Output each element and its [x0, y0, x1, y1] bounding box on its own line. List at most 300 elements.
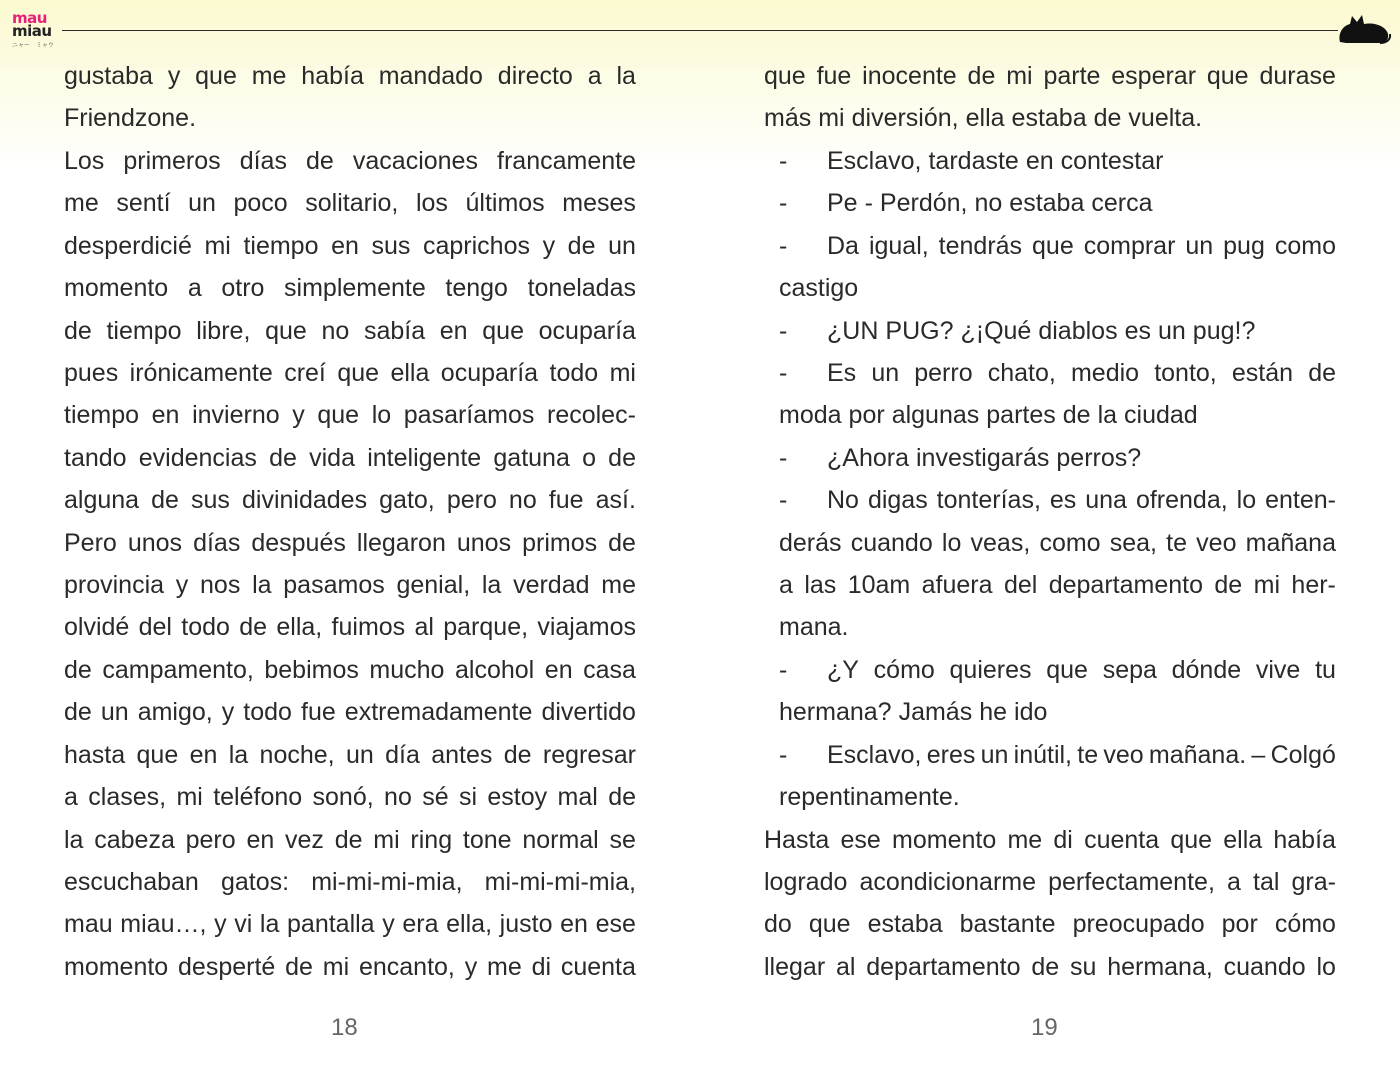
word: fue: [301, 698, 336, 727]
word: chato,: [987, 358, 1056, 387]
dialogue-line: [764, 352, 1336, 394]
word: era: [402, 910, 439, 939]
word: campamento,: [102, 655, 254, 684]
word: veo: [1196, 528, 1237, 557]
word: parque,: [443, 613, 529, 642]
word: directo: [497, 62, 573, 90]
text-line: [764, 55, 1336, 97]
word: afuera: [921, 571, 993, 600]
word: en: [246, 825, 275, 854]
text-line: [64, 606, 636, 648]
word: es: [1049, 486, 1077, 515]
word: tengo: [445, 274, 508, 303]
dialogue-dash: -: [779, 316, 788, 345]
text-line: [64, 479, 636, 521]
word: me: [601, 571, 636, 600]
word: No: [827, 486, 859, 515]
dialogue-text: [827, 182, 1336, 224]
word: recolec-: [547, 401, 636, 430]
word: de: [306, 146, 334, 175]
dialogue-text: [827, 437, 1336, 479]
word: medio: [1070, 358, 1140, 387]
word: acondicionarme: [859, 868, 1037, 897]
word: en: [331, 231, 359, 260]
dialogue-dash: -: [779, 358, 788, 387]
word: de: [64, 316, 92, 345]
dialogue-continuation-line: [764, 267, 1336, 309]
word: un: [1157, 316, 1186, 345]
word: que: [317, 401, 360, 430]
word: de: [967, 62, 996, 90]
word: bastante: [959, 910, 1056, 939]
word: investigarás: [915, 443, 1050, 472]
word: un: [871, 358, 900, 387]
word: ¿Y: [827, 655, 859, 684]
word: días: [239, 146, 287, 175]
word: a: [187, 274, 202, 303]
word: gato,: [379, 486, 435, 515]
word: llegaron: [356, 528, 446, 557]
word: encanto,: [358, 952, 455, 981]
text-line: [764, 861, 1336, 903]
word: cómo: [1274, 910, 1336, 939]
word: en: [439, 316, 468, 345]
word: la: [481, 571, 502, 600]
word: de: [269, 443, 297, 472]
word: ella: [965, 104, 1005, 133]
word: a: [779, 571, 793, 600]
word: di: [1053, 825, 1073, 854]
word: por: [1221, 910, 1258, 939]
word: Esclavo,: [827, 740, 922, 769]
word: estaba: [1009, 189, 1085, 218]
word: veo: [1103, 740, 1144, 769]
word: lo: [1316, 952, 1336, 981]
word: últimos: [465, 189, 545, 218]
sleeping-cat-icon: [1336, 12, 1392, 46]
word: extremadamente: [344, 698, 533, 727]
word: regresar: [542, 740, 636, 769]
word: perfectamente,: [1048, 868, 1215, 897]
word: mi: [322, 952, 350, 981]
word: y: [292, 401, 305, 430]
word: Esclavo,: [827, 146, 922, 175]
word: te: [1166, 528, 1188, 557]
word: un: [608, 231, 636, 260]
dialogue-dash: -: [779, 189, 788, 218]
word: amigo,: [137, 698, 213, 727]
word: en: [544, 655, 573, 684]
text-line: [764, 819, 1336, 861]
dialogue-text: [827, 310, 1336, 352]
text-line: [64, 691, 636, 733]
word: quieres: [949, 655, 1032, 684]
word: a: [64, 783, 78, 812]
word: que: [808, 910, 851, 939]
word: tu: [1315, 655, 1336, 684]
word: ese: [595, 910, 636, 939]
word: desperté: [178, 952, 276, 981]
word: del: [138, 613, 172, 642]
word: como: [1274, 231, 1336, 260]
text-line: [64, 861, 636, 903]
word: fue: [816, 62, 852, 90]
dialogue-line: [764, 310, 1336, 352]
word: departamento: [1048, 571, 1203, 600]
word: de: [1093, 104, 1122, 133]
dialogue-line: [764, 225, 1336, 267]
word: caprichos: [422, 231, 530, 260]
word: cómo: [873, 655, 935, 684]
word: cerca: [1091, 189, 1153, 218]
word: hermana,: [1107, 952, 1213, 981]
word: su: [1069, 952, 1097, 981]
text-line: [64, 267, 636, 309]
word: derás: [779, 528, 842, 557]
dialogue-dash: -: [779, 740, 788, 769]
word: esperar: [1111, 62, 1197, 90]
word: unos: [127, 528, 183, 557]
word: que: [136, 740, 179, 769]
word: cuenta: [1084, 825, 1160, 854]
word: que: [1032, 231, 1074, 260]
word: gra-: [1291, 868, 1336, 897]
word: castigo: [779, 274, 859, 303]
word: algunas: [891, 401, 980, 430]
page-number-right: 19: [1031, 1014, 1058, 1041]
word: ella: [1223, 825, 1263, 854]
word: diablos: [1038, 316, 1118, 345]
word: fue: [548, 486, 584, 515]
word: 10am: [847, 571, 911, 600]
word: gustaba: [64, 62, 153, 90]
word: perros?: [1056, 443, 1142, 472]
word: pero: [185, 825, 236, 854]
text-line: [64, 394, 636, 436]
word: preocupado: [1072, 910, 1205, 939]
word: contestar: [1060, 146, 1164, 175]
word: un: [188, 189, 216, 218]
word: clases,: [88, 783, 167, 812]
word: todo: [181, 613, 230, 642]
left-page-text: [64, 55, 636, 988]
word: ella,: [446, 910, 493, 939]
word: que: [764, 62, 806, 90]
word: en: [1025, 146, 1054, 175]
word: logrado: [764, 868, 848, 897]
word: simplemente: [284, 274, 426, 303]
word: invierno: [192, 401, 280, 430]
word: y: [167, 62, 181, 90]
word: vida: [309, 443, 355, 472]
dialogue-text: [827, 225, 1336, 267]
word: mi: [176, 783, 203, 812]
word: como: [1039, 528, 1101, 557]
word: provincia: [64, 571, 165, 600]
word: creí: [284, 358, 326, 387]
dialogue-dash: -: [779, 486, 788, 515]
word: de: [151, 486, 179, 515]
dialogue-dash: -: [779, 231, 788, 260]
word: hasta: [64, 740, 126, 769]
word: ciudad: [1124, 401, 1198, 430]
word: mi: [609, 358, 636, 387]
word: ella: [390, 358, 430, 387]
dialogue-continuation-line: [764, 522, 1336, 564]
word: las: [804, 571, 837, 600]
word: lo: [371, 401, 392, 430]
word: y: [542, 231, 556, 260]
word: que: [1170, 825, 1213, 854]
word: teléfono: [213, 783, 303, 812]
dialogue-dash: -: [779, 443, 788, 472]
word: mana.: [779, 613, 849, 642]
word: de: [1214, 571, 1243, 600]
dialogue-dash: -: [779, 146, 788, 175]
text-line: [64, 819, 636, 861]
word: veas,: [970, 528, 1031, 557]
word: noche,: [259, 740, 335, 769]
word: más: [764, 104, 812, 133]
publisher-logo: [12, 9, 66, 52]
word: tonto,: [1154, 358, 1217, 387]
dialogue-continuation-line: [764, 564, 1336, 606]
word: me: [487, 952, 522, 981]
word: Pero: [64, 528, 117, 557]
word: divertido: [541, 698, 636, 727]
word: libre,: [196, 316, 251, 345]
word: lo: [1236, 486, 1257, 515]
word: enten-: [1265, 486, 1336, 515]
word: había: [1273, 825, 1336, 854]
word: primeros: [123, 146, 221, 175]
word: están: [1231, 358, 1294, 387]
word: her-: [1291, 571, 1336, 600]
word: en: [560, 910, 588, 939]
word: de: [239, 613, 268, 642]
word: tiempo: [106, 316, 182, 345]
word: ofrenda,: [1135, 486, 1228, 515]
word: sepa: [1102, 655, 1157, 684]
word: un: [980, 740, 1009, 769]
word: y: [175, 571, 189, 600]
text-line: [64, 225, 636, 267]
word: vuelta.: [1128, 104, 1203, 133]
word: comprar: [1083, 231, 1176, 260]
word: de: [608, 783, 636, 812]
word: tiempo: [64, 401, 140, 430]
word: por: [848, 401, 885, 430]
text-line: [64, 352, 636, 394]
word: escuchaban: [64, 868, 199, 897]
word: PUG?: [885, 316, 954, 345]
word: evidencias: [138, 443, 257, 472]
word: me: [64, 189, 99, 218]
word: tone: [462, 825, 512, 854]
word: en: [189, 740, 218, 769]
dialogue-line: [764, 437, 1336, 479]
word: te: [1077, 740, 1099, 769]
word: otro: [221, 274, 265, 303]
word: estoy: [487, 783, 548, 812]
word: diversión,: [851, 104, 959, 133]
word: la: [64, 825, 84, 854]
word: dónde: [1171, 655, 1242, 684]
word: ella,: [276, 613, 323, 642]
word: pues: [64, 358, 119, 387]
word: estaba: [867, 910, 943, 939]
word: de: [503, 740, 532, 769]
text-line: [64, 182, 636, 224]
word: mau: [64, 910, 113, 939]
word: pantalla: [287, 910, 375, 939]
word: un: [100, 698, 129, 727]
word: mi-mi-mi-mia,: [484, 868, 636, 897]
word: digas: [867, 486, 928, 515]
word: momento: [892, 825, 997, 854]
word: la: [259, 910, 280, 939]
word: mi: [1253, 571, 1281, 600]
text-line: [64, 649, 636, 691]
word: de: [64, 698, 92, 727]
text-line: [64, 564, 636, 606]
word: sea,: [1109, 528, 1157, 557]
text-line: [64, 522, 636, 564]
word: vive: [1255, 655, 1301, 684]
dialogue-line: [764, 734, 1336, 776]
word: estaba: [1011, 104, 1087, 133]
word: divinidades: [241, 486, 368, 515]
word: al: [835, 952, 856, 981]
word: miau…,: [120, 910, 207, 939]
logo-line-1: mau: [12, 9, 47, 27]
word: de: [1308, 358, 1336, 387]
word: primos: [522, 528, 598, 557]
word: sabía: [363, 316, 426, 345]
dialogue-text: [827, 479, 1336, 521]
word: casa: [583, 655, 636, 684]
word: llegar: [764, 952, 826, 981]
word: inocente: [862, 62, 957, 90]
word: momento: [64, 274, 169, 303]
word: alguna: [64, 486, 140, 515]
word: después: [251, 528, 346, 557]
word: inútil,: [1013, 740, 1073, 769]
word: solitario,: [305, 189, 399, 218]
dialogue-text: [827, 352, 1336, 394]
text-line: [64, 903, 636, 945]
word: que: [482, 316, 524, 345]
word: de: [608, 443, 636, 472]
word: meses: [562, 189, 636, 218]
word: tiempo: [243, 231, 319, 260]
text-line: [64, 437, 636, 479]
word: Jamás: [898, 698, 973, 727]
word: tardaste: [928, 146, 1019, 175]
word: antes: [431, 740, 493, 769]
word: ¿¡Qué: [960, 316, 1032, 345]
word: pug: [1223, 231, 1265, 260]
word: ese: [840, 825, 881, 854]
dialogue-text: [827, 140, 1336, 182]
word: y: [214, 910, 227, 939]
word: de: [1031, 952, 1060, 981]
word: pasamos: [283, 571, 385, 600]
text-line: [64, 310, 636, 352]
word: mi-mi-mi-mia,: [311, 868, 463, 897]
word: gatuna: [493, 443, 570, 472]
word: olvidé: [64, 613, 130, 642]
word: un: [345, 740, 374, 769]
word: tendrás: [938, 231, 1023, 260]
text-line: [764, 946, 1336, 988]
dialogue-dash: -: [779, 655, 788, 684]
word: ¿Ahora: [827, 443, 909, 472]
word: ido: [1014, 698, 1048, 727]
word: pasaríamos: [403, 401, 535, 430]
word: los: [415, 189, 448, 218]
word: de: [285, 952, 313, 981]
word: que: [195, 62, 237, 90]
header-rule: [62, 30, 1338, 31]
word: mucho: [369, 655, 445, 684]
word: Los: [64, 146, 105, 175]
word: la: [1097, 401, 1118, 430]
word: cuenta: [560, 952, 636, 981]
word: Da: [827, 231, 859, 260]
dialogue-continuation-line: [764, 394, 1336, 436]
word: había: [301, 62, 364, 90]
text-line: [764, 97, 1336, 139]
word: cuando: [1223, 952, 1306, 981]
word: al: [414, 613, 434, 642]
word: genial,: [396, 571, 471, 600]
dialogue-line: [764, 649, 1336, 691]
word: días: [193, 528, 241, 557]
word: mi: [373, 825, 400, 854]
word: una: [1085, 486, 1127, 515]
word: la: [228, 740, 249, 769]
word: no: [974, 189, 1003, 218]
word: me: [1007, 825, 1043, 854]
word: -: [864, 189, 873, 218]
word: perro: [914, 358, 973, 387]
word: durase: [1259, 62, 1336, 90]
word: Colgó: [1270, 740, 1336, 769]
word: igual,: [868, 231, 929, 260]
logo-line-2: miau: [12, 22, 52, 40]
text-line: [64, 97, 636, 139]
word: sus: [191, 486, 230, 515]
word: y: [464, 952, 478, 981]
word: tonterías,: [936, 486, 1041, 515]
word: cuando: [850, 528, 933, 557]
word: que: [1046, 655, 1088, 684]
word: poco: [233, 189, 288, 218]
word: la: [616, 62, 636, 90]
word: departamento: [866, 952, 1021, 981]
word: verdad: [513, 571, 590, 600]
word: ocuparía: [440, 358, 539, 387]
word: todo: [549, 358, 599, 387]
word: he: [979, 698, 1008, 727]
dialogue-line: [764, 182, 1336, 224]
dialogue-text: [827, 649, 1336, 691]
word: momento: [64, 952, 169, 981]
text-line: [64, 55, 636, 97]
word: y: [382, 910, 395, 939]
word: normal: [522, 825, 599, 854]
